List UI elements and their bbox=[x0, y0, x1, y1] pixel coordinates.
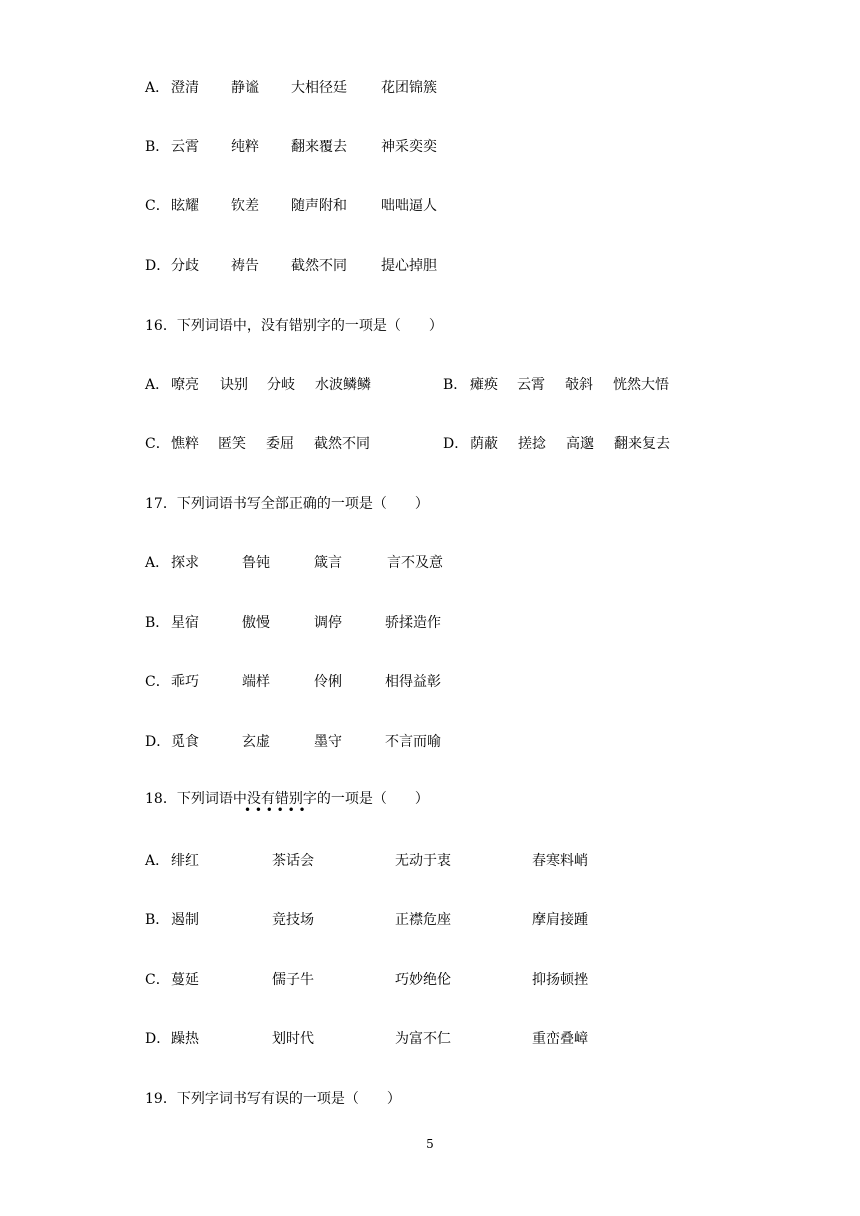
q17-stem: 17．下列词语书写全部正确的一项是（ ） bbox=[145, 496, 429, 512]
q18-stem: 18．下列词语中没有错别字的一项是（ ） bbox=[145, 791, 429, 807]
q18-emphasis-dots: • • • • • • bbox=[244, 803, 306, 817]
page-number: 5 bbox=[426, 1137, 434, 1151]
q16-stem: 16．下列词语中，没有错别字的一项是（ ） bbox=[145, 318, 443, 334]
q19-stem: 19．下列字词书写有误的一项是（ ） bbox=[145, 1091, 401, 1107]
document-page: A． 澄清 静谧 大相径廷 花团锦簇 B． 云霄 纯粹 翻来覆去 神采奕奕 C． 眩耀 钦差 随声附和 咄咄逼人 D． 分歧 祷告 截然不同 提心掉胆 16．下列词语中，没有错别字的一项是（ ） A． 嘹亮 诀别 分岐 水波鳞鳞 B． 瘫痪 云霄 攲斜 恍然大悟 C． 憔粹 匿笑 委屈 截然不同 D． 荫蔽 搓捻 高邈 翻来复去 17．下列词语书写全部正确的一项是（ ） A． 探求 鲁钝 箴言 言不及意 B． 星宿 傲慢 调停 骄揉造作 C． 乖巧 端样 伶俐 相得益彰 D． 觅食 玄虚 墨守 不言而喻 18．下列词语中没有错别字的一项是（ ） • • • • • • A． 绯红 茶话会 无动于衷 春寒料峭 B． 遏制 竞技场 正襟危座 摩肩接踵 C． 蔓延 儒子牛 巧妙绝伦 抑扬顿挫 D． 躁热 划时代 为富不仁 重峦叠嶂 19．下列字词书写有误的一项是（ ） 5 bbox=[0, 0, 860, 1216]
